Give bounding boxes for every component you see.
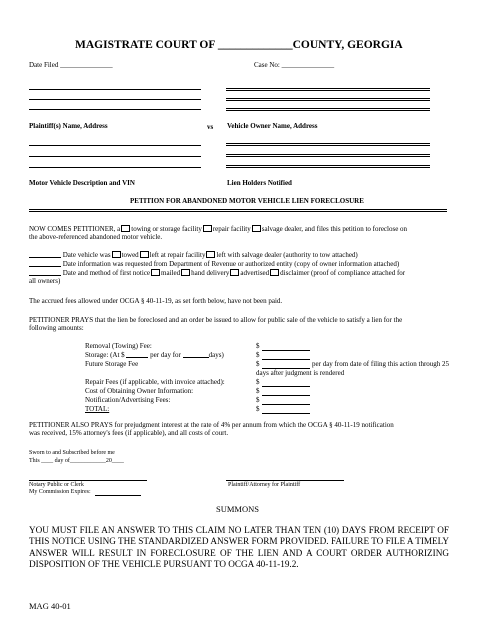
sworn-text: Sworn to and Subscribed before me: [29, 450, 115, 456]
salvage-dealer-checkbox[interactable]: [252, 225, 261, 232]
owner-line-2b: [226, 100, 430, 101]
owner-line-1[interactable]: [226, 88, 430, 89]
notice-date-field[interactable]: [29, 275, 61, 276]
owner-line-3[interactable]: [226, 108, 430, 109]
vehicle-label: Motor Vehicle Description and VIN: [29, 179, 135, 187]
lien-line-1b: [226, 145, 430, 146]
owner-info-cost-label: Cost of Obtaining Owner Information:: [85, 387, 194, 395]
r1-text-c: left at repair facility: [149, 251, 206, 259]
owner-info-cost-field[interactable]: [262, 395, 310, 396]
intro-text-d: salvage dealer, and files this petition to foreclose on: [261, 225, 408, 233]
vehicle-line-1[interactable]: [29, 145, 201, 146]
vehicle-line-2[interactable]: [29, 156, 201, 157]
r1-text-a: Date vehicle was: [62, 251, 111, 259]
advertised-checkbox[interactable]: [230, 269, 239, 276]
storage-fee-field[interactable]: [262, 359, 310, 360]
repair-fees-dollar: $: [256, 378, 260, 386]
notary-signature-line[interactable]: [29, 480, 147, 481]
r3-text-e: disclaimer (proof of compliance attached for: [280, 269, 406, 277]
owner-line-3b: [226, 110, 430, 111]
plaintiff-signature-line[interactable]: [226, 480, 344, 481]
plaintiff-signature-label: Plaintiff/Attorney for Plaintiff: [228, 482, 301, 488]
storage-fee-label: [85, 351, 224, 359]
r2-text: Date information was requested from Department of Revenue or authorized entity (copy of owner information attached): [62, 260, 400, 268]
lien-line-3[interactable]: [226, 165, 430, 166]
summons-heading: SUMMONS: [216, 504, 259, 514]
r3-text-b: mailed: [161, 269, 181, 277]
plaintiff-line-1[interactable]: [29, 89, 201, 90]
mailed-checkbox[interactable]: [151, 269, 160, 276]
repair-facility-checkbox[interactable]: [203, 225, 212, 232]
lien-line-2[interactable]: [226, 154, 430, 155]
storage-days-field[interactable]: [183, 357, 209, 358]
lien-label: Lien Holders Notified: [227, 179, 292, 187]
interest-line1: PETITIONER ALSO PRAYS for prejudgment interest at the rate of 4% per annum from which the OCGA § 40-11-19 notification: [29, 421, 394, 429]
towed-checkbox[interactable]: [112, 251, 121, 258]
storage-rate-field[interactable]: [126, 357, 148, 358]
notification-fees-label: Notification/Advertising Fees:: [85, 396, 171, 404]
storage-text-c: days): [208, 351, 224, 359]
r3-text-a: Date and method of first notice: [62, 269, 151, 277]
repair-fees-label: Repair Fees (if applicable, with invoice attached):: [85, 378, 225, 386]
vs-label: vs: [207, 123, 214, 131]
storage-text-b: per day for: [150, 351, 181, 359]
interest-line2: was received, 15% attorney's fees (if applicable), and all costs of court.: [29, 429, 229, 438]
owner-info-cost-dollar: $: [256, 387, 260, 395]
r1-text-d: left with salvage dealer (authority to tow attached): [216, 251, 358, 259]
total-label: TOTAL:: [85, 405, 110, 413]
petition-heading: PETITION FOR ABANDONED MOTOR VEHICLE LIEN FORECLOSURE: [130, 197, 364, 205]
plaintiff-line-3[interactable]: [29, 109, 201, 110]
notary-label: Notary Public or Clerk: [29, 482, 84, 488]
prays-line2: following amounts:: [29, 324, 84, 333]
section-divider: [29, 209, 447, 210]
left-at-repair-checkbox[interactable]: [140, 251, 149, 258]
lien-line-3b: [226, 167, 430, 168]
dates-row-1: [29, 251, 449, 259]
left-with-salvage-checkbox[interactable]: [206, 251, 215, 258]
plaintiff-label: Plaintiff(s) Name, Address: [29, 122, 108, 130]
owner-label: Vehicle Owner Name, Address: [227, 122, 318, 130]
case-number-field[interactable]: Case No: _______________: [254, 61, 335, 69]
vehicle-line-3[interactable]: [29, 167, 201, 168]
form-id: MAG 40-01: [29, 601, 71, 611]
dates-row-2: [29, 260, 449, 268]
accrued-fees-text: The accrued fees allowed under OCGA § 40-11-19, as set forth below, have not been paid.: [29, 297, 283, 305]
summons-text: YOU MUST FILE AN ANSWER TO THIS CLAIM NO LATER THAN TEN (10) DAYS FROM RECEIPT OF THIS NOTICE USING THE STANDARDIZED ANSWER FORM PROVIDED. FAILURE TO FILE A TIMELY ANSWER WILL RESULT IN FORECLOSURE OF THE LIEN AND A COURT ORDER AUTHORIZING DISPOSITION OF THE VEHICLE PURSUANT TO OCGA 40-11-19.2.: [29, 525, 449, 569]
removal-fee-label: Removal (Towing) Fee:: [85, 342, 152, 350]
info-request-date-field[interactable]: [29, 266, 61, 267]
r3-text-line2: all owners): [29, 277, 61, 286]
storage-fee-dollar: $: [256, 351, 260, 359]
intro-text-b: towing or storage facility: [131, 225, 202, 233]
hand-delivery-checkbox[interactable]: [181, 269, 190, 276]
notification-fees-dollar: $: [256, 396, 260, 404]
disclaimer-checkbox[interactable]: [270, 269, 279, 276]
intro-text-line2: the above-referenced abandoned motor vehicle.: [29, 233, 163, 242]
petition-intro: [29, 225, 449, 242]
total-field[interactable]: [262, 413, 310, 414]
intro-text-c: repair facility: [212, 225, 251, 233]
r1-text-b: towed: [121, 251, 139, 259]
lien-line-2b: [226, 156, 430, 157]
repair-fees-field[interactable]: [262, 386, 310, 387]
owner-line-1b: [226, 90, 430, 91]
prays-line1: PETITIONER PRAYS that the lien be foreclosed and an order be issued to allow for public sale of the vehicle to satisfy a lien for the: [29, 316, 403, 324]
notification-fees-field[interactable]: [262, 404, 310, 405]
sworn-date-field[interactable]: This ____ day of____________20____: [29, 458, 124, 464]
r3-text-c: hand delivery: [191, 269, 230, 277]
total-dollar: $: [256, 405, 260, 413]
interest-paragraph: [29, 421, 459, 438]
commission-label: My Commission Expires:: [29, 489, 91, 495]
prays-paragraph: [29, 316, 459, 333]
plaintiff-line-2[interactable]: [29, 99, 201, 100]
storage-text-a: Storage: (At $: [85, 351, 125, 359]
intro-text-a: NOW COMES PETITIONER, a: [29, 225, 121, 233]
towing-facility-checkbox[interactable]: [121, 225, 130, 232]
date-filed-field[interactable]: Date Filed _______________: [29, 61, 113, 69]
r3-text-d: advertised: [240, 269, 270, 277]
section-divider-b: [29, 211, 447, 212]
future-storage-label: Future Storage Fee: [85, 360, 139, 368]
per-day-text-2: days after judgment is rendered: [256, 369, 345, 377]
lien-line-1[interactable]: [226, 143, 430, 144]
vehicle-date-field[interactable]: [29, 257, 61, 258]
future-storage-dollar: $: [256, 360, 260, 368]
commission-expires-field[interactable]: [95, 495, 141, 496]
page-title: MAGISTRATE COURT OF _____________COUNTY, GEORGIA: [75, 39, 403, 51]
removal-fee-field[interactable]: [262, 350, 310, 351]
removal-fee-dollar: $: [256, 342, 260, 350]
dates-row-3: [29, 269, 449, 286]
per-day-text: per day from date of filing this action through 25: [312, 360, 450, 368]
owner-line-2[interactable]: [226, 98, 430, 99]
